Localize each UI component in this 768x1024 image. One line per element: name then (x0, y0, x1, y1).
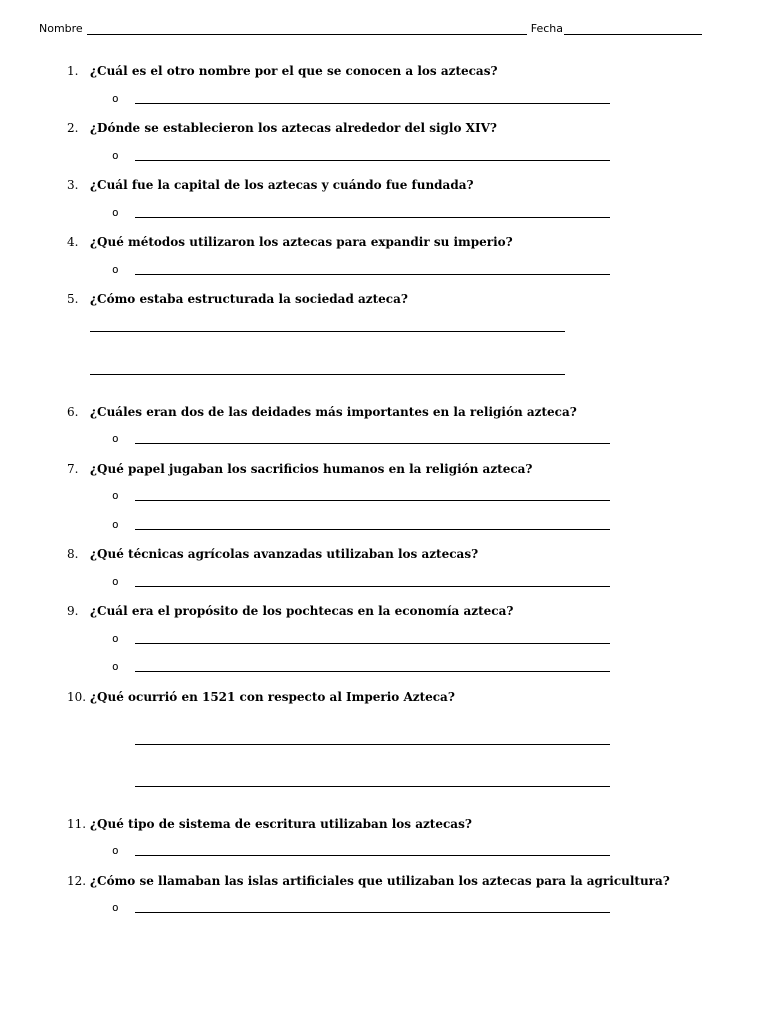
answer-line[interactable] (135, 102, 610, 104)
answer-line[interactable] (135, 442, 610, 444)
answer-line-10a[interactable] (135, 744, 610, 745)
question-4: 4. ¿Qué métodos utilizaron los aztecas para expandir su imperio? (67, 235, 513, 249)
question-9: 9. ¿Cuál era el propósito de los pochtecas en la economía azteca? (67, 604, 514, 618)
date-label: Fecha (530, 22, 563, 35)
question-text: ¿Cómo se llamaban las islas artificiales que utilizaban los aztecas para la agricultura? (90, 874, 670, 888)
answer-9b[interactable]: o (112, 661, 610, 672)
answer-line[interactable] (135, 585, 610, 587)
question-text: ¿Cómo estaba estructurada la sociedad azteca? (90, 292, 408, 306)
question-1: 1. ¿Cuál es el otro nombre por el que se conocen a los aztecas? (67, 64, 498, 78)
answer-6[interactable]: o (112, 433, 610, 444)
answer-line-10b[interactable] (135, 786, 610, 787)
answer-line[interactable] (135, 216, 610, 218)
question-10: 10. ¿Qué ocurrió en 1521 con respecto al Imperio Azteca? (67, 690, 455, 704)
answer-7b[interactable]: o (112, 519, 610, 530)
answer-line[interactable] (135, 911, 610, 913)
answer-line[interactable] (135, 159, 610, 161)
question-text: ¿Cuál fue la capital de los aztecas y cuándo fue fundada? (90, 178, 474, 192)
question-text: ¿Qué tipo de sistema de escritura utilizaban los aztecas? (90, 817, 472, 831)
question-text: ¿Cuál es el otro nombre por el que se conocen a los aztecas? (90, 64, 498, 78)
question-text: ¿Qué métodos utilizaron los aztecas para expandir su imperio? (90, 235, 513, 249)
answer-line[interactable] (135, 642, 610, 644)
answer-line[interactable] (135, 670, 610, 672)
question-3: 3. ¿Cuál fue la capital de los aztecas y cuándo fue fundada? (67, 178, 474, 192)
answer-11[interactable]: o (112, 845, 610, 856)
answer-line[interactable] (135, 528, 610, 530)
date-field[interactable] (564, 22, 702, 35)
answer-1[interactable]: o (112, 93, 610, 104)
answer-3[interactable]: o (112, 207, 610, 218)
question-2: 2. ¿Dónde se establecieron los aztecas alrededor del siglo XIV? (67, 121, 497, 135)
answer-line[interactable] (135, 273, 610, 275)
question-11: 11. ¿Qué tipo de sistema de escritura utilizaban los aztecas? (67, 817, 472, 831)
question-text: ¿Cuál era el propósito de los pochtecas en la economía azteca? (90, 604, 514, 618)
question-6: 6. ¿Cuáles eran dos de las deidades más importantes en la religión azteca? (67, 405, 577, 419)
question-text: ¿Dónde se establecieron los aztecas alrededor del siglo XIV? (90, 121, 497, 135)
answer-8[interactable]: o (112, 576, 610, 587)
answer-9a[interactable]: o (112, 633, 610, 644)
question-text: ¿Qué ocurrió en 1521 con respecto al Imperio Azteca? (90, 690, 455, 704)
name-field[interactable] (87, 22, 527, 35)
answer-4[interactable]: o (112, 264, 610, 275)
question-7: 7. ¿Qué papel jugaban los sacrificios humanos en la religión azteca? (67, 462, 533, 476)
question-5: 5. ¿Cómo estaba estructurada la sociedad azteca? (67, 292, 408, 306)
answer-12[interactable]: o (112, 902, 610, 913)
question-text: ¿Qué técnicas agrícolas avanzadas utilizaban los aztecas? (90, 547, 479, 561)
name-label: Nombre (39, 22, 83, 35)
answer-line-5a[interactable] (90, 331, 565, 332)
question-8: 8. ¿Qué técnicas agrícolas avanzadas utilizaban los aztecas? (67, 547, 479, 561)
answer-line[interactable] (135, 854, 610, 856)
question-text: ¿Qué papel jugaban los sacrificios humanos en la religión azteca? (90, 462, 533, 476)
answer-line[interactable] (135, 499, 610, 501)
answer-2[interactable]: o (112, 150, 610, 161)
question-text: ¿Cuáles eran dos de las deidades más importantes en la religión azteca? (90, 405, 577, 419)
worksheet-header (39, 22, 702, 35)
answer-line-5b[interactable] (90, 374, 565, 375)
answer-7a[interactable]: o (112, 490, 610, 501)
question-12: 12. ¿Cómo se llamaban las islas artificiales que utilizaban los aztecas para la agricultura? (67, 874, 670, 888)
